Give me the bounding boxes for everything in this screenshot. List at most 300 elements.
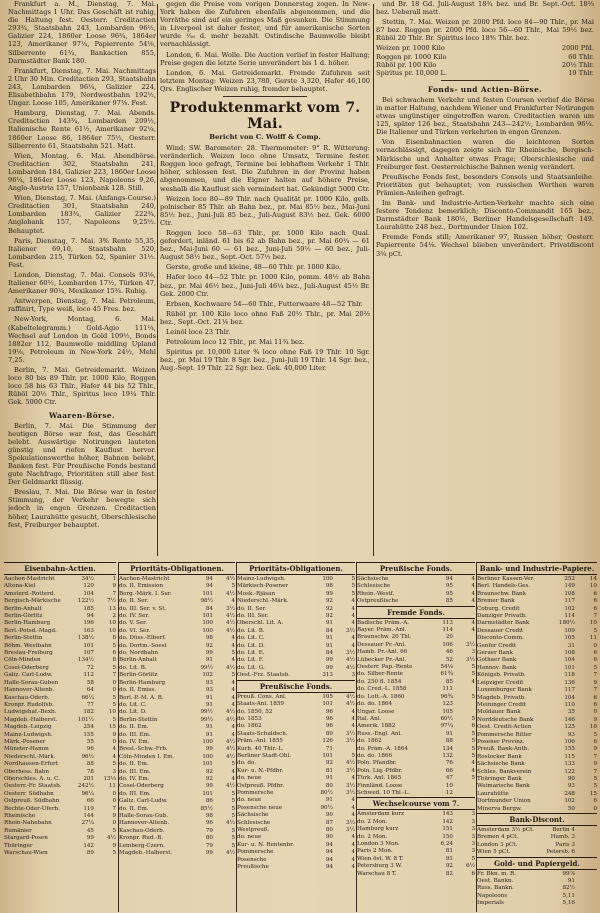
table-railways bbox=[4, 562, 116, 912]
table-row bbox=[119, 791, 235, 798]
price-value: 94 bbox=[325, 841, 333, 848]
table-row bbox=[119, 806, 235, 813]
table-row bbox=[4, 687, 116, 694]
dividend-value: 4½ bbox=[226, 820, 235, 827]
security-name: Präm.-Anl. 1855 bbox=[237, 738, 283, 745]
dividend-value: 9 bbox=[593, 746, 597, 753]
dividend-value bbox=[333, 746, 355, 753]
security-name: Mosk.-Rjäsan bbox=[237, 590, 276, 597]
security-name: Märkisch-Posener bbox=[237, 583, 289, 590]
security-name: Aachen-Mastricht bbox=[119, 576, 170, 582]
dividend-value: 5 bbox=[471, 664, 475, 671]
quote-row bbox=[376, 69, 594, 77]
dividend-value: 4½ bbox=[226, 753, 235, 760]
column-telegrams bbox=[8, 0, 156, 560]
price-value: 91 bbox=[567, 878, 575, 885]
price-value: 93 bbox=[567, 731, 575, 738]
dividend-value: 6 bbox=[593, 701, 597, 708]
table-row bbox=[119, 739, 235, 746]
security-name: Berl.-P.-M. A. B. bbox=[119, 694, 164, 701]
security-name: Berlin-Görlitz bbox=[119, 672, 158, 679]
price-value: 81 bbox=[325, 767, 333, 774]
security-name: Rechte-Oder-Uferb. bbox=[4, 805, 60, 812]
security-name: Thüringer bbox=[4, 842, 33, 849]
dividend-value: 5 bbox=[231, 835, 235, 842]
dividend-value: 4 bbox=[351, 864, 355, 871]
price-value: 84 bbox=[205, 605, 213, 612]
quote-row bbox=[376, 53, 594, 61]
dividend-value: 6 bbox=[471, 870, 475, 877]
market-paragraph: Weizen loco 80—89 Thlr. nach Qualität pr. 1000 Kilo, gelb. polnischer 85 Thlr. ab Bahn bez., pr. Mai 85½ bez., Mai-Juni 85½ bez., Juni-Juli 85 bez., Juli-August 83½ bez. Gek. 6000 Ctr. bbox=[160, 194, 370, 227]
table-row bbox=[237, 701, 355, 708]
report-paragraph: London, 6. Mai. Wolle. Die Auction verlief in fester Haltung; Preise gegen die letzte Serie unverändert bis 1 d. höher. bbox=[160, 50, 370, 67]
price-value: 254 bbox=[83, 724, 94, 731]
security-name: do. Lit. D. bbox=[119, 709, 147, 716]
table-row bbox=[119, 598, 235, 605]
security-name: do. IV. Em. bbox=[119, 775, 150, 782]
security-name: Oberhess. Bahn bbox=[4, 768, 50, 775]
security-name: do. III. Ser. bbox=[237, 613, 269, 620]
dividend-value: 5 bbox=[471, 855, 475, 862]
dividend-value: 4 bbox=[351, 849, 355, 856]
security-name: do. neue bbox=[237, 797, 262, 804]
dividend-value: 4½ bbox=[226, 576, 235, 582]
security-name: Ostpreuß. Südbahn bbox=[4, 798, 60, 805]
security-name: Imperials bbox=[477, 900, 504, 907]
dividend-value: 15 bbox=[589, 790, 597, 797]
security-name: Bergisch-Märkische bbox=[4, 598, 61, 605]
market-paragraph: Roggen loco 58—63 Thlr., pr. 1000 Kilo nach Qual. gefordert, inländ. 61 bis 62 ab Bahn bez., pr. Mai 60¼ — 61 bez., Mai-Juni 60 — 61 bez., Juni-Juli 59½ — 60 bez., Juli-August 58½ bez., Sept.-Oct. 57½ bez. bbox=[160, 228, 370, 262]
dividend-value: 0 bbox=[112, 820, 116, 827]
security-name: Leipziger Credit bbox=[477, 679, 524, 686]
security-name: Rhein-Nahebahn bbox=[4, 820, 52, 827]
security-name: Ital. Anl. bbox=[357, 715, 382, 722]
dividend-value: 4 bbox=[231, 598, 235, 605]
market-paragraph: Spiritus pr. 10,000 Liter % loco ohne Faß 19 Thlr. 10 Sgr. bez., pr. Mai 19 Thlr. 8 Sgr. bez., Juni-Juli 19 Thlr. 14 Sgr. bez., Aug.-Sept. 19 Thlr. 22 Sgr. bez. Gek. 40,000 Liter. bbox=[160, 348, 370, 373]
price-value: 91 bbox=[325, 620, 333, 627]
rows bbox=[119, 576, 235, 857]
security-name: Böhm. Westbahn bbox=[4, 642, 52, 649]
market-paragraph: Leinöl loco 23 Thlr. bbox=[166, 328, 231, 336]
table-row bbox=[4, 702, 116, 709]
price-value: 102 bbox=[564, 798, 575, 805]
price-value: 92 bbox=[325, 598, 333, 605]
dividend-value: 5 bbox=[231, 798, 235, 805]
market-paragraph: Wind: SW. Barometer: 28. Thermometer: 9° R. Witterung: veränderlich. Weizen loco ohne Umsatz, Termine fester. Roggen loco gefragt, Termine bei lebhaftem Verkehr 1 Thlr. höher, schlossen fest. Die Zufuhren in der Provinz haben abgenommen, und die Eigner halten auf höhere Preise, weshalb die Kauflust sich vermindert hat. Gekündigt 5000 Ctr. bbox=[160, 144, 370, 193]
price-value: 101 bbox=[202, 761, 213, 768]
security-name: Rumänier bbox=[4, 827, 32, 834]
price-value: 90 bbox=[325, 812, 333, 819]
telegram-paragraph: London, Dienstag, 7. Mai. Consols 93⅛, Italiener 60½, Lombarden 17½, Türken 47, Amerikaner 90¼, Mexikaner 15¾. Ruhig. bbox=[8, 271, 156, 296]
dividend-value bbox=[453, 783, 475, 790]
price-value: 252 bbox=[564, 576, 575, 582]
security-name: do. IV. Em. bbox=[119, 738, 150, 745]
table-row bbox=[477, 842, 597, 849]
security-name: Märk.-Posener bbox=[4, 738, 46, 745]
price-value: 155 bbox=[83, 731, 94, 738]
table-row bbox=[477, 900, 597, 907]
table-row bbox=[4, 695, 116, 702]
report-paragraph: Berlin, 7. Mai. Die Stimmung der heutigen Börse war fest, das Geschäft belebt. Auswärtige Notirungen lauteten günstig und riefen Kauflust hervor. Spekulationswerthe höher, Bahnen belebt, Banken fest. Für Preußische Fonds bestand gute Nachfrage, Prioritäten still aber fest. Der Geldmarkt flüssig. bbox=[8, 421, 156, 487]
table-row bbox=[4, 806, 116, 813]
table-row bbox=[119, 613, 235, 620]
dividend-value: 7 bbox=[593, 672, 597, 679]
table-row bbox=[119, 709, 235, 716]
price-value: 118 bbox=[564, 672, 575, 679]
security-name: Staats-Anl. 1859 bbox=[237, 701, 284, 708]
price-value: 101 bbox=[202, 590, 213, 597]
table-row bbox=[357, 583, 475, 590]
table-row bbox=[357, 598, 475, 605]
dividend-value: 5 bbox=[593, 627, 597, 634]
price-value: 91 bbox=[325, 642, 333, 649]
table-row bbox=[357, 790, 475, 797]
dividend-value: 5 bbox=[231, 842, 235, 849]
dividend-value: 7 bbox=[593, 687, 597, 694]
table-row bbox=[4, 709, 116, 716]
price-value: 94 bbox=[445, 576, 453, 582]
rows bbox=[357, 811, 475, 878]
dividend-value bbox=[453, 701, 475, 708]
table-row bbox=[477, 591, 597, 598]
price-value: 54⅛ bbox=[440, 664, 453, 671]
table-row bbox=[4, 613, 116, 620]
price-value: 108 bbox=[564, 590, 575, 597]
table-row bbox=[4, 628, 116, 635]
price-value: 106 bbox=[564, 738, 575, 745]
security-name: do. VI. Ser. bbox=[119, 627, 151, 634]
dividend-value: 3 bbox=[471, 826, 475, 833]
price-value: 99½ bbox=[200, 709, 213, 716]
price-value: 64 bbox=[86, 687, 94, 694]
price-value: 99 bbox=[325, 657, 333, 664]
dividend-value: 5 bbox=[351, 752, 355, 759]
rows bbox=[4, 576, 116, 857]
price-value: 12 bbox=[445, 789, 453, 796]
dividend-value: 4½ bbox=[226, 709, 235, 716]
price-value: 85 bbox=[445, 678, 453, 685]
table-row bbox=[4, 680, 116, 687]
table-row bbox=[119, 746, 235, 753]
price-value: 87 bbox=[325, 819, 333, 826]
report-paragraph: gegen die Preise vom vorigen Donnerstag zogen. In New-York haben die Zufuhren ebenfalls abgenommen, und die Vorräthe sind auf ein geringes Maß gesunken. Die Stimmung in Liverpool ist daher fester, und für amerikanische Sorten wurde ¹⁄₁₆ d. mehr bezahlt. Ostindische Baumwolle bleibt vernachlässigt. bbox=[160, 0, 370, 49]
table-row bbox=[357, 738, 475, 745]
security-name: Berlin-Hamburg bbox=[4, 620, 51, 627]
dividend-value: 4½ bbox=[226, 738, 235, 745]
dividend-value: 5 bbox=[351, 576, 355, 582]
dividend-value: 4 bbox=[351, 708, 355, 715]
dividend-value: 7 bbox=[112, 672, 116, 679]
table-row bbox=[237, 805, 355, 812]
dividend-value: 4½ bbox=[226, 620, 235, 627]
price-value: 138½ bbox=[77, 635, 94, 642]
price-value: 90 bbox=[567, 775, 575, 782]
price-value: 111 bbox=[442, 686, 453, 693]
dividend-value: 9 bbox=[112, 731, 116, 738]
security-name: Sächsische bbox=[357, 576, 389, 582]
market-paragraph: Hafer loco 44—52 Thlr. pr. 1000 Kilo, pomm. 48½ ab Bahn bez., pr. Mai 46½ bez., Juni-Juli 46¼ bez., Juli-August 45½ Br. Gek. 2000 Ctr. bbox=[160, 273, 370, 298]
dividend-value: 4 bbox=[471, 760, 475, 767]
table-row bbox=[237, 694, 355, 701]
security-name: do. 1850, 52 bbox=[237, 708, 273, 715]
table-row bbox=[477, 680, 597, 687]
security-name: do. 1862 bbox=[237, 723, 262, 730]
table-row bbox=[4, 761, 116, 768]
price-value: 104 bbox=[564, 694, 575, 701]
security-name: do. neue bbox=[237, 834, 262, 841]
dividend-value: 4 bbox=[471, 576, 475, 582]
price-value: 92 bbox=[325, 605, 333, 612]
price-value: 98½ bbox=[200, 598, 213, 605]
security-name: Moldauer Bank bbox=[477, 709, 521, 716]
price-value: 136 bbox=[564, 679, 575, 686]
security-name: Rheinische bbox=[4, 813, 36, 819]
dividend-value: 5 bbox=[112, 716, 116, 723]
dividend-value: 4½ bbox=[346, 657, 355, 664]
dividend-value: 5 bbox=[231, 761, 235, 768]
table-row bbox=[477, 695, 597, 702]
security-name: Poln. Liq.-Pfdbr. bbox=[357, 767, 403, 774]
table-row bbox=[357, 783, 475, 790]
dividend-value: 4 bbox=[471, 767, 475, 774]
security-name: Nordhausen-Erfurt bbox=[4, 761, 59, 768]
price-value: 109 bbox=[564, 627, 575, 634]
price-value: 91 bbox=[205, 724, 213, 731]
price-value: 102 bbox=[564, 605, 575, 612]
price-value: 80½ bbox=[320, 789, 333, 796]
dividend-value: 4 bbox=[351, 723, 355, 730]
table-row bbox=[477, 791, 597, 798]
security-name: Amerik. 1882 bbox=[357, 723, 396, 730]
table-heading: Preußische Fonds. bbox=[237, 680, 355, 693]
rows bbox=[237, 694, 355, 872]
security-name: Fr. Bkn. m. R. bbox=[477, 870, 517, 877]
dividend-value: 6 bbox=[593, 598, 597, 605]
table-row bbox=[4, 732, 116, 739]
security-name: Amsterdam kurz bbox=[357, 811, 405, 818]
security-name: Bremer Bank bbox=[477, 598, 515, 605]
price-value: 71 bbox=[325, 745, 333, 752]
dividend-value: 4 bbox=[351, 856, 355, 863]
table-row bbox=[4, 665, 116, 672]
security-name: Staats-Schuldsch. bbox=[237, 730, 288, 737]
table-row bbox=[357, 848, 475, 855]
dividend-value: 6 bbox=[112, 650, 116, 657]
table-row bbox=[237, 591, 355, 598]
security-name: do. Lit. E. bbox=[237, 650, 265, 657]
telegram-paragraph: Antwerpen, Dienstag, 7. Mai. Petroleum, raffinirt, Type weiß, loco 45 Fres. bez. bbox=[8, 297, 156, 314]
telegram-paragraph: New-York, Montag, 6. Mai. (Kabeltelegramm.) Gold-Agio 111¼, Wechsel auf London in Gold 109½, Bonds 1882er 112, Baumwolle middling Upland 19⅛, Petroleum in New-York 24½, Mehl 7,25. bbox=[8, 315, 156, 364]
dividend-value: 5 bbox=[351, 590, 355, 597]
security-name: Berg.-Märk. I. Ser. bbox=[119, 590, 172, 597]
table-row bbox=[357, 841, 475, 848]
price-tables bbox=[4, 562, 596, 912]
table-row bbox=[237, 635, 355, 642]
table-prioritaeten-1 bbox=[118, 562, 235, 912]
security-name: Danziger Privatb. bbox=[477, 613, 527, 620]
table-row bbox=[477, 702, 597, 709]
price-value: 96 bbox=[205, 820, 213, 827]
price-value: 91 bbox=[325, 797, 333, 804]
security-name: Berlin-Anhalt bbox=[119, 657, 157, 664]
dividend-value bbox=[575, 878, 597, 885]
security-name: Preuß. Bank-Anth. bbox=[477, 746, 530, 753]
security-name: Münster-Hamm bbox=[4, 746, 49, 753]
price-value: Hamb. 3 bbox=[550, 834, 575, 841]
price-value: 99 bbox=[205, 783, 213, 790]
telegram-paragraph: Wien, Montag, 6. Mai. Abendbörse. Creditactien 302, Staatsbahn 241, Lombarden 184, Galizier 223, 1860er Loose 96¼, 1864er Loose 123, Napoleons 9,26, Anglo-Austria 157, Unionbank 128. Still. bbox=[8, 151, 156, 193]
price-value: 120 bbox=[83, 583, 94, 590]
price-value: 91 bbox=[205, 731, 213, 738]
dividend-value: 4 bbox=[351, 797, 355, 804]
security-name: Laurahütte bbox=[477, 790, 509, 797]
security-name: Russ.-Engl. Anl. bbox=[357, 730, 403, 737]
rows bbox=[237, 576, 355, 680]
exchange-paragraph: Im Bank- und Industrie-Actien-Verkehr machte sich eine festere Tendenz bemerklich; Disconto-Commandit 165 bez., Darmstädter Bank 180½, Berliner Handelsgesellschaft 149. Laurahütte 248 bez., Dortmunder Union 102. bbox=[376, 198, 594, 232]
table-row bbox=[237, 709, 355, 716]
price-value: 99 bbox=[325, 664, 333, 671]
security-name: Hamburg kurz bbox=[357, 826, 399, 833]
table-row bbox=[119, 628, 235, 635]
dividend-value: 0 bbox=[112, 687, 116, 694]
dividend-value: 4 bbox=[231, 775, 235, 782]
price-value: 92 bbox=[205, 775, 213, 782]
price-value: 60½ bbox=[440, 715, 453, 722]
price-value: 80 bbox=[325, 782, 333, 789]
quote-label: Weizen pr. 1000 Kilo bbox=[376, 44, 445, 53]
price-value: 114 bbox=[564, 613, 575, 620]
quote-value: 2000 Pfd. bbox=[561, 44, 594, 53]
security-name: do. II. Em. bbox=[119, 724, 149, 731]
dividend-value: 5 bbox=[231, 790, 235, 797]
dividend-value: 4 bbox=[351, 804, 355, 811]
table-row bbox=[477, 761, 597, 768]
dividend-value: 5 bbox=[112, 664, 116, 671]
table-row bbox=[357, 768, 475, 775]
dividend-value: 4½ bbox=[346, 701, 355, 708]
price-value: 85 bbox=[445, 598, 453, 605]
table-row bbox=[477, 635, 597, 642]
price-value: 163 bbox=[83, 627, 94, 634]
price-value: 94 bbox=[325, 849, 333, 856]
telegram-paragraph: Wien, Dienstag, 7. Mai. (Anfangs-Course.) Creditactien 301, Staatsbahn 240, Lombarden 183¾, Galizier 222¾, Anglobank 157, Napoleons 9,25½. Behauptet. bbox=[8, 194, 156, 235]
price-value: 52 bbox=[445, 656, 453, 663]
dividend-value: 6 bbox=[593, 694, 597, 701]
dividend-value: 4 bbox=[471, 678, 475, 685]
dividend-value: 0 bbox=[593, 642, 597, 649]
rows bbox=[477, 871, 597, 908]
quote-value: 20½ Thlr. bbox=[561, 60, 594, 69]
table-row bbox=[357, 694, 475, 701]
price-value: 101 bbox=[202, 613, 213, 620]
table-row bbox=[357, 701, 475, 708]
price-value: 96 bbox=[325, 708, 333, 715]
price-value: 96½ bbox=[81, 753, 94, 760]
table-row bbox=[4, 643, 116, 650]
security-name: Berlin-Hamburg bbox=[119, 679, 166, 686]
security-name: Aachen-Mastricht bbox=[4, 576, 55, 582]
security-name: Oberschles. A. u. C. bbox=[4, 775, 60, 782]
table-row bbox=[477, 724, 597, 731]
dividend-value bbox=[453, 709, 475, 716]
table-row bbox=[119, 665, 235, 672]
table-row bbox=[237, 576, 355, 583]
table-row bbox=[4, 591, 116, 598]
price-value: 134½ bbox=[77, 657, 94, 664]
price-value: 89 bbox=[325, 730, 333, 737]
table-row bbox=[119, 591, 235, 598]
price-value: 66 bbox=[445, 767, 453, 774]
security-name: Magdeb.-Halberst. bbox=[119, 850, 173, 857]
price-value: 91 bbox=[205, 694, 213, 701]
security-name: Ludwigshaf.-Bexb. bbox=[4, 709, 57, 716]
security-name: do. III. Em. bbox=[119, 768, 151, 775]
price-value: 96¾ bbox=[440, 693, 453, 700]
table-row bbox=[119, 695, 235, 702]
security-name: do. Lit. G. bbox=[237, 664, 265, 671]
table-row bbox=[237, 857, 355, 864]
dividend-value: 8 bbox=[112, 635, 116, 642]
price-value: 77 bbox=[86, 701, 94, 708]
dividend-value: 5 bbox=[471, 752, 475, 759]
dividend-value: 10 bbox=[589, 724, 597, 731]
table-row bbox=[477, 628, 597, 635]
price-value: 133 bbox=[564, 761, 575, 768]
dividend-value: 5 bbox=[112, 642, 116, 649]
price-value: 72 bbox=[86, 664, 94, 671]
table-row bbox=[119, 761, 235, 768]
security-name: Kurh. 40 Thlr.-L. bbox=[237, 745, 284, 752]
dividend-value: 5 bbox=[471, 715, 475, 722]
price-value: 35 bbox=[567, 709, 575, 716]
price-value: 126 bbox=[322, 738, 333, 745]
security-name: do. Nordbahn bbox=[119, 650, 159, 657]
dividend-value: 0 bbox=[112, 738, 116, 745]
security-name: Posener Provinz. bbox=[477, 738, 525, 745]
security-name: Ostpreußische bbox=[357, 598, 399, 605]
security-name: Halle-Sorau-Gub. bbox=[119, 813, 169, 819]
section-heading-waaren: Waaren-Börse. bbox=[49, 410, 115, 420]
byline: Bericht von C. Wolff & Comp. bbox=[209, 133, 321, 142]
security-name: do. 1862 bbox=[357, 738, 382, 745]
table-row bbox=[119, 650, 235, 657]
table-row bbox=[4, 754, 116, 761]
market-paragraph: Erbsen, Kochwaare 54—60 Thlr., Futterwaare 48—52 Thlr. bbox=[166, 299, 363, 308]
table-row bbox=[237, 738, 355, 745]
table-row bbox=[4, 843, 116, 850]
table-row bbox=[477, 776, 597, 783]
exchange-paragraph: Von Eisenbahnactien waren die leichteren Sorten vernachlässigt, dagegen zeigte sich für Rheinische, Bergisch-Märkische und Anhalter etwas Frage; Oberschlesische und Freiburger fest. Oesterreichische Bahnen wenig verändert. bbox=[376, 138, 594, 171]
security-name: Amsterd.-Rotterd. bbox=[4, 590, 56, 597]
dividend-value: 5 bbox=[471, 730, 475, 737]
price-value: 34½ bbox=[81, 576, 94, 582]
dividend-value: 6 bbox=[593, 738, 597, 745]
price-value: 66 bbox=[86, 798, 94, 805]
dividend-value: 4½ bbox=[346, 693, 355, 700]
dividend-value: 0 bbox=[112, 679, 116, 686]
security-name: do. Präm.-A. 1864 bbox=[357, 745, 408, 752]
rows bbox=[477, 576, 597, 813]
price-value: 99⅞ bbox=[562, 870, 575, 877]
table-row bbox=[357, 819, 475, 826]
table-row bbox=[237, 731, 355, 738]
table-row bbox=[357, 591, 475, 598]
price-value: 84 bbox=[325, 650, 333, 657]
security-name: Kur- u. N. Rentenbr. bbox=[237, 841, 294, 848]
dividend-value: 8 bbox=[112, 657, 116, 664]
table-row bbox=[477, 657, 597, 664]
dividend-value: 3 bbox=[471, 818, 475, 825]
